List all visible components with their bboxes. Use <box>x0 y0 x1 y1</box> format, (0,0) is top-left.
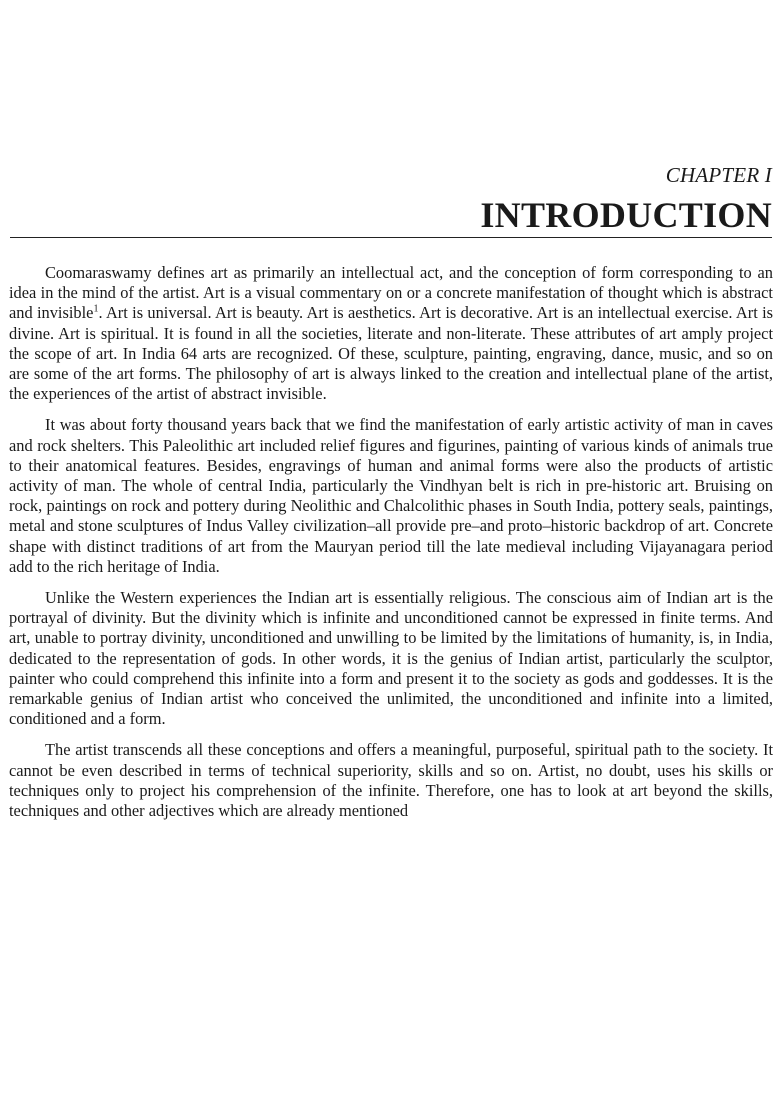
title-rule <box>10 237 772 238</box>
chapter-label: CHAPTER I <box>665 163 772 187</box>
paragraph-4: The artist transcends all these conceptions and offers a meaningful, purposeful, spiritual path to the society. It cannot be even described in terms of technical superiority, skills and so on. Artist, no doubt, uses his skills or techniques only to project his comprehension of the infinite. Therefore, one has to look at art beyond the skills, techniques and other adjectives which are already mentioned <box>9 740 773 821</box>
paragraph-2: It was about forty thousand years back that we find the manifestation of early artistic activity of man in caves and rock shelters. This Paleolithic art included relief figures and figurines, painting of various kinds of animals true to their anatomical features. Besides, engravings of human and animal forms were also the products of artistic activity of man. The whole of central India, particularly the Vindhyan belt is rich in pre-historic art. Bruising on rock, paintings on rock and pottery during Neolithic and Chalcolithic phases in South India, pottery seals, paintings, metal and stone sculptures of Indus Valley civilization–all provide pre–and proto–historic backdrop of art. Concrete shape with distinct traditions of art from the Mauryan period till the late medieval including Vijayanagara period add to the rich heritage of India. <box>9 415 773 576</box>
paragraph-3: Unlike the Western experiences the Indian art is essentially religious. The conscious aim of Indian art is the portrayal of divinity. But the divinity which is infinite and unconditioned cannot be expressed in finite terms. And art, unable to portray divinity, unconditioned and unwilling to be limited by the limitations of humanity, is, in India, dedicated to the representation of gods. In other words, it is the genius of Indian artist, particularly the sculptor, painter who could comprehend this infinite into a form and present it to the society as gods and goddesses. It is the remarkable genius of Indian artist who conceived the unlimited, the unconditioned and infinite into a limited, conditioned and a form. <box>9 588 773 729</box>
paragraph-1-text: Coomaraswamy defines art as primarily an intellectual act, and the conception of form corresponding to an idea in the mind of the artist. Art is a visual commentary on or a concrete manifestation of thought which is abstract and invisible <box>9 263 773 323</box>
chapter-body <box>9 263 773 832</box>
paragraph-1 <box>9 263 773 404</box>
footnote-marker: 1 <box>93 303 99 315</box>
chapter-title: INTRODUCTION <box>480 195 772 235</box>
paragraph-1-continuation: . Art is universal. Art is beauty. Art is aesthetics. Art is decorative. Art is an intellectual exercise. Art is divine. Art is spiritual. It is found in all the societies, literate and non-literate. These attributes of art amply project the scope of art. In India 64 arts are recognized. Of these, sculpture, painting, engraving, dance, music, and so on are some of the art forms. The philosophy of art is always linked to the creation and intellectual plane of the artist, the experiences of the artist of abstract invisible. <box>9 303 774 404</box>
